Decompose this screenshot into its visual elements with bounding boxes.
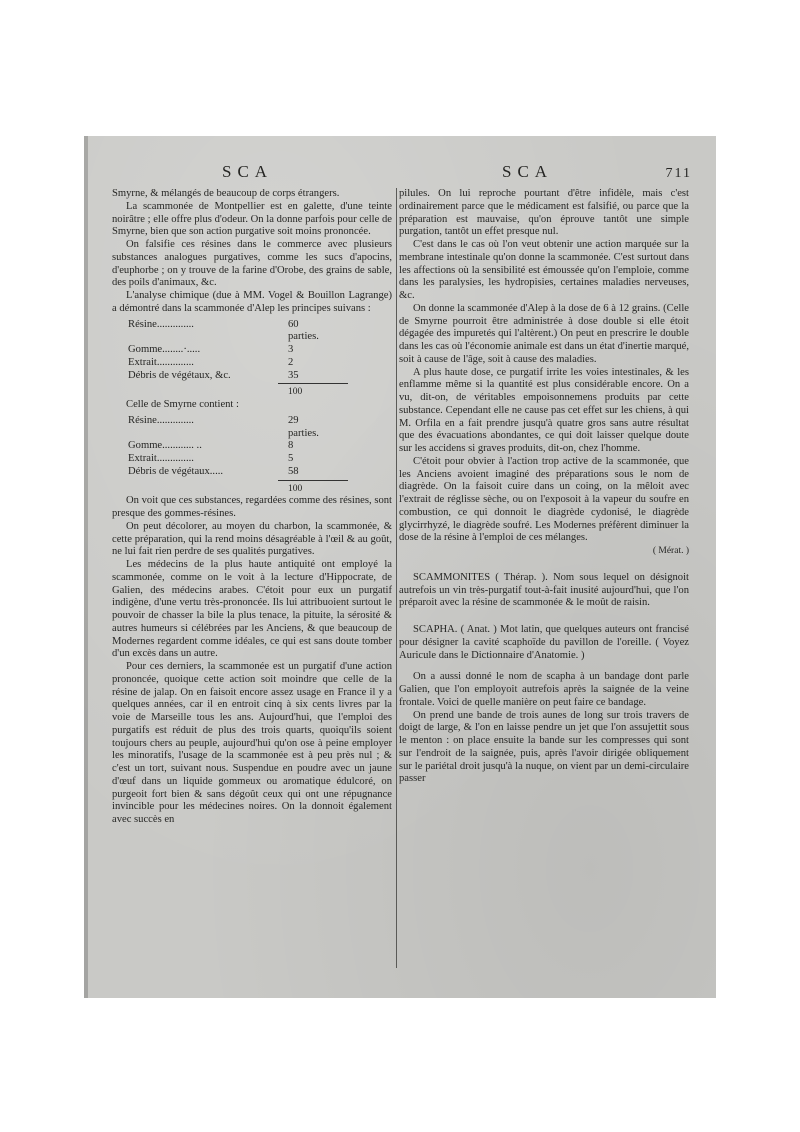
table-total: 100 bbox=[288, 387, 303, 398]
paragraph: On a aussi donné le nom de scapha à un bandage dont parle Galien, que l'on employoit autrefois après la saignée de la veine frontale. Voici de quelle manière on peut faire ce bandage. bbox=[399, 671, 689, 708]
paragraph: pilules. On lui reproche pourtant d'être infidèle, mais c'est ordinairement parce que le médicament est falsifié, ou parce que la préparation est mauvaise, qu'on éprouve tantôt une simple purgation, tantôt un effet presque nul. bbox=[399, 188, 689, 238]
table-row: Résine.............. 29 parties. bbox=[128, 414, 319, 439]
paragraph: L'analyse chimique (due à MM. Vogel & Bouillon Lagrange) a démontré dans la scammonée d'Alep les principes suivans : bbox=[112, 290, 392, 314]
composition-table-smyrne bbox=[128, 415, 392, 496]
right-column bbox=[399, 188, 689, 786]
paragraph: Pour ces derniers, la scammonée est un purgatif d'une action prononcée, quoique cette action soit moindre que celle de la résine de jalap. On en faisoit encore assez usage en France il y a quelques années, car il en entroit cinq à six cents livres par la voie de Marseille tous les ans. Aujourd'hui, que l'emploi des purgatifs est réduit de plus des trois quarts, quoiqu'ils soient toujours chers au peuple, aujourd'hui qu'on ose à peine employer les minoratifs, l'usage de la scammonée est à peu près nul ; & c'est un tort, suivant nous. Suspendue en poudre avec un jaune d'œuf dans un liquide gommeux ou aromatique édulcoré, on purgeoit fort bien & sans dégoût ceux qui ont une répugnance invincible pour les médecines noires. On la donnoit également avec succès en bbox=[112, 661, 392, 825]
paragraph: On voit que ces substances, regardées comme des résines, sont presque des gommes-résines. bbox=[112, 495, 392, 519]
table-row: Gomme............ .. 8 bbox=[128, 440, 294, 452]
table-row: Débris de végétaux, &c. 35 bbox=[128, 369, 299, 381]
column-divider bbox=[396, 188, 397, 968]
table-rule bbox=[278, 383, 348, 384]
left-column bbox=[112, 188, 392, 827]
running-header bbox=[112, 162, 698, 188]
page-content bbox=[112, 162, 698, 986]
paragraph: A plus haute dose, ce purgatif irrite les voies intestinales, & les enflamme même si la quantité est plus considérable encore. On a vu, dit-on, de véritables empoisonnemens produits par cette substance. Cependant elle ne cause pas cet effet sur les chiens, à qui M. Orfila en a fait prendre jusqu'à quatre gros sans autre résultat que des évacuations abondantes, ce qui doit laisser quelque doute sur les accidens si graves produits, dit-on, chez l'homme. bbox=[399, 366, 689, 454]
header-right: SCA bbox=[502, 162, 554, 181]
paragraph: Celle de Smyrne contient : bbox=[126, 399, 239, 410]
author-signature: ( Mérat. ) bbox=[652, 546, 689, 556]
table-row: Gomme........·..... 3 bbox=[128, 344, 294, 355]
scanned-page bbox=[84, 136, 716, 998]
paragraph: On donne la scammonée d'Alep à la dose de 6 à 12 grains. (Celle de Smyrne pourroit être administrée à dose double si elle étoit dégagée des impuretés qui l'altèrent.) On peut en prescrire le double dans les cas où l'économie animale est dans un état d'inertie marqué, soit à cause de l'âge, soit à cause des maladies. bbox=[399, 302, 689, 365]
paragraph: C'est dans le cas où l'on veut obtenir une action marquée sur la membrane intestinale qu'on donne la scammonée. C'est surtout dans les affections où la sensibilité est émoussée qu'on l'emploie, comme dans les paralysies, les hydropisies, certaines maladies nerveuses, &c. bbox=[399, 239, 689, 301]
entry-scammonites: SCAMMONITES ( Thérap. ). Nom sous lequel on désignoit autrefois un vin très-purgatif tout-à-fait inusité aujourd'hui, que l'on préparoit avec la résine de scammonée & le moût de raisin. bbox=[399, 571, 689, 609]
table-row: Extrait.............. 5 bbox=[128, 453, 294, 464]
paragraph: On falsifie ces résines dans le commerce avec plusieurs substances analogues purgatives, comme les sucs d'apocins, d'euphorbe ; on y trouve de la farine d'Orobe, des grains de sable, des poils d'animaux, &c. bbox=[112, 239, 392, 289]
entry-scapha: SCAPHA. ( Anat. ) Mot latin, que quelques auteurs ont francisé pour désigner la cavité scaphoïde du pavillon de l'oreille. ( Voyez Auricule dans le Dictionnaire d'Anatomie. ) bbox=[399, 624, 689, 661]
paragraph: On peut décolorer, au moyen du charbon, la scammonée, & cette préparation, qui la rend moins désagréable à l'œil & au goût, ne lui fait rien perdre de ses qualités purgatives. bbox=[112, 520, 392, 558]
paragraph: La scammonée de Montpellier est en galette, d'une teinte noirâtre ; elle offre plus d'odeur. On la donne parfois pour celle de Smyrne, bien que son action purgative soit moins prononcée. bbox=[112, 200, 392, 238]
header-left: SCA bbox=[222, 162, 274, 181]
table-total: 100 bbox=[288, 483, 303, 494]
paragraph: C'étoit pour obvier à l'action trop active de la scammonée, que les Anciens avoient imaginé des préparations sous le nom de diagrède. On la faisoit cuire dans un coing, on la mêloit avec l'extrait de réglisse sèche, ou on l'exposoit à la vapeur du soufre en combustion, ce qui donnoit le diagrède cydonisé, le diagrède glycirrhyzé, le diagrède soufré. Les Modernes préfèrent diminuer la dose de la résine à l'emploi de ces mélanges. bbox=[399, 455, 689, 544]
table-row: Débris de végétaux..... 58 bbox=[128, 465, 299, 477]
paragraph: Smyrne, & mélangés de beaucoup de corps étrangers. bbox=[112, 188, 340, 199]
table-row: Résine.............. 60 parties. bbox=[128, 318, 319, 343]
paragraph: Les médecins de la plus haute antiquité ont employé la scammonée, comme on le voit à la lecture d'Hippocrate, de Galien, des médecins arabes. C'étoit pour eux un purgatif indigène, d'une vertu très-prononcée. Ils lui attribuoient surtout le pouvoir de chasser la bile la plus tenace, la pituite, la sérosité & autres humeurs si célébrées par les Anciens, & que beaucoup de Modernes regardent comme idéales, ce qui est sans doute tomber d'un excès dans un autre. bbox=[112, 559, 392, 660]
paragraph: On prend une bande de trois aunes de long sur trois travers de doigt de large, & l'on en laisse pendre un jet que l'on assujettit sous le menton : on place ensuite la bande sur les compresses qui sont sur l'endroit de la saignée, puis, après l'avoir dirigée obliquement sur le pariétal droit jusqu'à la nuque, on vient par un demi-circulaire passer bbox=[399, 709, 689, 785]
composition-table-alep bbox=[128, 319, 392, 400]
table-row: Extrait.............. 2 bbox=[128, 356, 294, 368]
page-number: 711 bbox=[665, 166, 692, 181]
table-rule bbox=[278, 480, 348, 481]
